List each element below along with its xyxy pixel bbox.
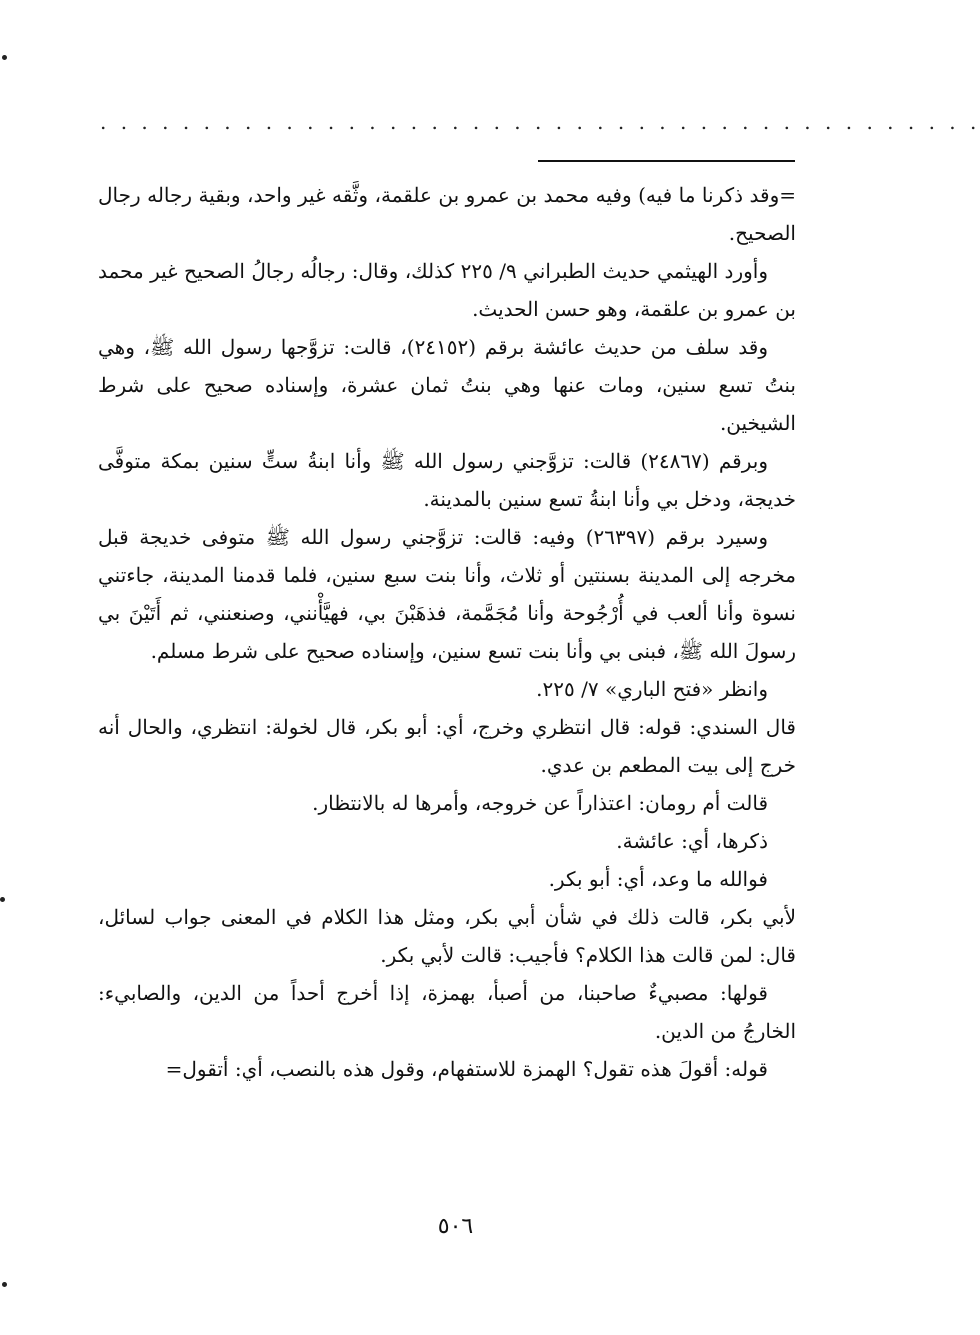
page-number: ٥٠٦ <box>437 1214 474 1239</box>
paragraph-2: وأورد الهيثمي حديث الطبراني ٩/ ٢٢٥ كذلك، وقال: رجالُه رجالُ الصحيح غير محمد بن عمرو بن علقمة، وهو حسن الحديث. <box>98 259 796 321</box>
scan-mark <box>2 55 7 60</box>
scan-mark <box>2 1282 7 1287</box>
paragraph-13: قوله: أقولَ هذه تقول؟ الهمزة للاستفهام، وقول هذه بالنصب، أي: أتقول= <box>165 1057 768 1081</box>
dotted-separator: . . . . . . . . . . . . . . . . . . . . . . . . . . . . . . . . . . . . . . . . . . . <box>100 110 980 134</box>
paragraph-10: فوالله ما وعد، أي: أبو بكر. <box>548 867 768 891</box>
paragraph-5: وسيرد برقم (٢٦٣٩٧) وفيه: قالت: تزوَّجني رسول الله ﷺ متوفى خديجة قبل مخرجه إلى المدينة بسنتين أو ثلاث، وأنا بنت سبع سنين، فلما قدمنا المدينة، جاءتني نسوة وأنا ألعب في أُرْجُوحة وأنا مُجَمَّمة، فذهَبْنَ بي، فهيَّأْنني، وصنعنني، ثم أَتَيْنَ بي رسولَ الله ﷺ، فبنى بي وأنا بنت تسع سنين، وإسناده صحيح على شرط مسلم. <box>98 525 796 663</box>
footnote-rule <box>538 160 795 162</box>
footnote-text <box>98 176 796 1088</box>
paragraph-1: =وقد ذكرنا ما فيه) وفيه محمد بن عمرو بن علقمة، وثَّقه غير واحد، وبقية رجاله رجال الصحيح. <box>98 183 796 245</box>
paragraph-6: وانظر «فتح الباري» ٧/ ٢٢٥. <box>536 677 768 701</box>
scan-mark <box>0 897 5 902</box>
paragraph-7: قال السندي: قوله: قال انتظري وخرج، أي: أبو بكر، قال لخولة: انتظري، والحال أنه خرج إلى بيت المطعم بن عدي. <box>98 715 796 777</box>
paragraph-3: وقد سلف من حديث عائشة برقم (٢٤١٥٢)، قالت: تزوَّجها رسول الله ﷺ، وهي بنتُ تسع سنين، ومات عنها وهي بنتُ ثمان عشرة، وإسناده صحيح على شرط الشيخين. <box>98 335 796 435</box>
paragraph-8: قالت أم رومان: اعتذاراً عن خروجه، وأمرها له بالانتظار. <box>312 791 768 815</box>
paragraph-4: وبرقم (٢٤٨٦٧) قالت: تزوَّجني رسول الله ﷺ وأنا ابنةُ ستٍّ سنين بمكة متوفَّى خديجة، ودخل بي وأنا ابنةُ تسع سنين بالمدينة. <box>98 449 796 511</box>
paragraph-12: قولها: مصبيءٌ صاحبنا، من أصبأ، بهمزة، إذا أخرج أحداً من الدين، والصابيء: الخارجُ من الدين. <box>98 981 796 1043</box>
paragraph-9: ذكرها، أي: عائشة. <box>616 829 768 853</box>
paragraph-11: لأبي بكر، قالت ذلك في شأن أبي بكر، ومثل هذا الكلام في المعنى جواب لسائل، قال: لمن قالت هذا الكلام؟ فأجيب: قالت لأبي بكر. <box>98 905 796 967</box>
